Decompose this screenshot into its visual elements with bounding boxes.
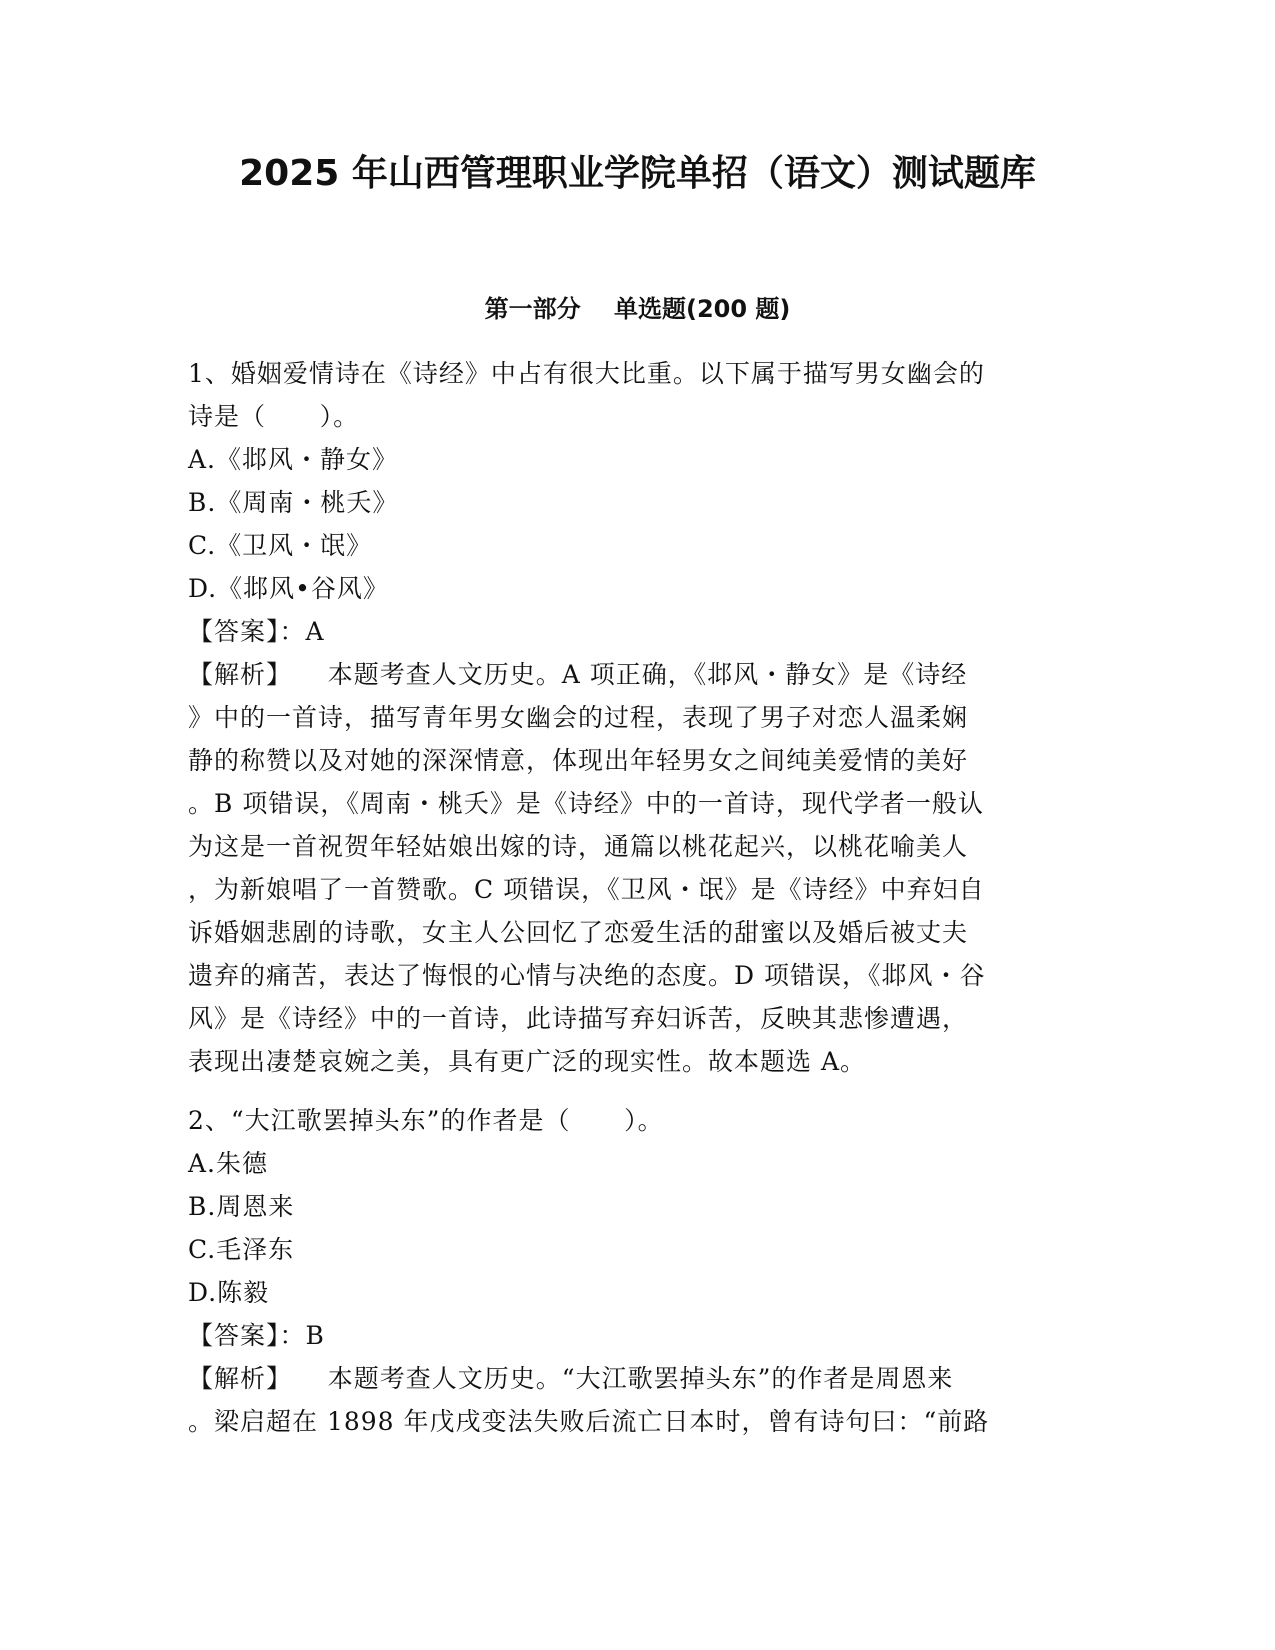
analysis-line: 诉婚姻悲剧的诗歌，女主人公回忆了恋爱生活的甜蜜以及婚后被丈夫 bbox=[188, 918, 969, 947]
analysis-line: 【解析】 本题考查人文历史。“大江歌罢掉头东”的作者是周恩来 bbox=[188, 1364, 954, 1393]
analysis-line: 风》是《诗经》中的一首诗，此诗描写弃妇诉苦，反映其悲惨遭遇， bbox=[188, 1004, 969, 1033]
question-2 bbox=[188, 1099, 1078, 1443]
question-stem-line: 2、“大江歌罢掉头东”的作者是（ ）。 bbox=[188, 1106, 664, 1135]
option-b: B.《周南・桃夭》 bbox=[188, 488, 399, 517]
analysis-line: 遗弃的痛苦，表达了悔恨的心情与决绝的态度。D 项错误，《邶风・谷 bbox=[188, 961, 986, 990]
option-b: B.周恩来 bbox=[188, 1192, 295, 1221]
option-d: D.《邶风•谷风》 bbox=[188, 574, 389, 603]
answer-line: 【答案】：B bbox=[188, 1321, 325, 1350]
option-a: A.朱德 bbox=[188, 1149, 269, 1178]
analysis-line: 【解析】 本题考查人文历史。A 项正确，《邶风・静女》是《诗经 bbox=[188, 660, 968, 689]
document-title: 2025 年山西管理职业学院单招（语文）测试题库 bbox=[239, 153, 1036, 194]
analysis-line: 静的称赞以及对她的深深情意，体现出年轻男女之间纯美爱情的美好 bbox=[188, 746, 969, 775]
analysis-line: 表现出凄楚哀婉之美，具有更广泛的现实性。故本题选 A。 bbox=[188, 1047, 867, 1076]
option-c: C.《卫风・氓》 bbox=[188, 531, 373, 560]
option-a: A.《邶风・静女》 bbox=[188, 445, 399, 474]
document-body bbox=[188, 352, 1078, 1443]
analysis-line: 为这是一首祝贺年轻姑娘出嫁的诗，通篇以桃花起兴，以桃花喻美人 bbox=[188, 832, 969, 861]
analysis-line: ，为新娘唱了一首赞歌。C 项错误，《卫风・氓》是《诗经》中弃妇自 bbox=[188, 875, 985, 904]
answer-line: 【答案】：A bbox=[188, 617, 325, 646]
analysis-line: 。B 项错误，《周南・桃夭》是《诗经》中的一首诗，现代学者一般认 bbox=[188, 789, 984, 818]
analysis-line: 。梁启超在 1898 年戊戌变法失败后流亡日本时，曾有诗句曰：“前路 bbox=[188, 1407, 990, 1436]
question-stem-line: 诗是（ ）。 bbox=[188, 402, 360, 431]
option-c: C.毛泽东 bbox=[188, 1235, 295, 1264]
question-1 bbox=[188, 352, 1078, 1083]
analysis-line: 》中的一首诗，描写青年男女幽会的过程，表现了男子对恋人温柔娴 bbox=[188, 703, 969, 732]
question-stem-line: 1、婚姻爱情诗在《诗经》中占有很大比重。以下属于描写男女幽会的 bbox=[188, 359, 985, 388]
option-d: D.陈毅 bbox=[188, 1278, 270, 1307]
section-heading: 第一部分 单选题(200 题) bbox=[484, 295, 791, 323]
